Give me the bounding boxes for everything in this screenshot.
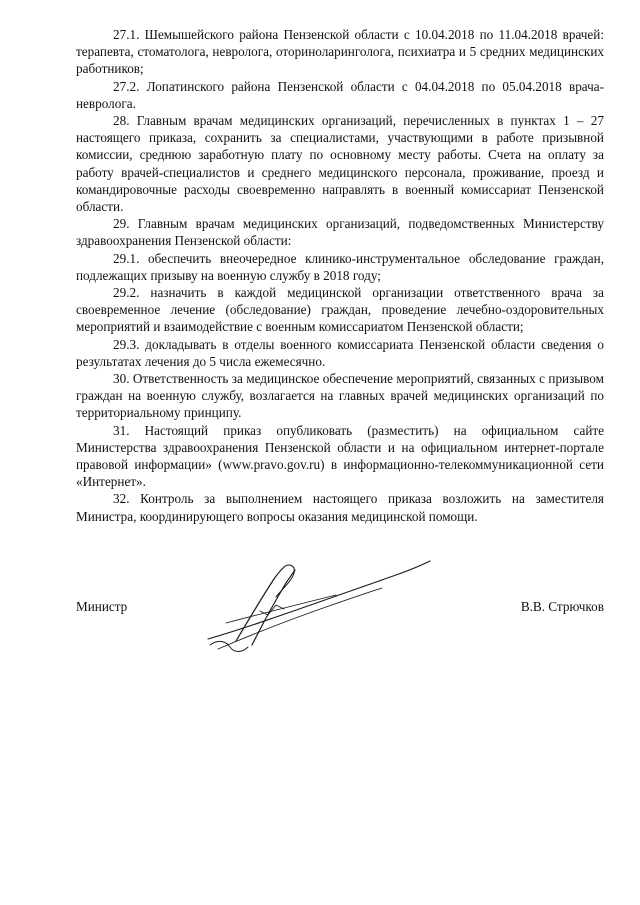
signature-row	[76, 598, 604, 618]
paragraph-29: 29. Главным врачам медицинских организаций, подведомственных Министерству здравоохранения Пензенской области:	[76, 216, 604, 249]
signer-name: В.В. Стрючков	[520, 599, 604, 614]
paragraph-30: 30. Ответственность за медицинское обеспечение мероприятий, связанных с призывом граждан на военную службу, возлагается на главных врачей медицинских организаций по территориальному принципу.	[76, 371, 604, 421]
paragraph-29-2: 29.2. назначить в каждой медицинской организации ответственного врача за своевременное лечение (обследование) граждан, проведение лечебно-оздоровительных мероприятий и взаимодействие с военным комиссариатом Пензенской области;	[76, 285, 604, 335]
paragraph-27-1: 27.1. Шемышейского района Пензенской области с 10.04.2018 по 11.04.2018 врачей: терапевта, стоматолога, невролога, оториноларинголога, психиатра и 5 средних медицинских работников;	[76, 27, 604, 77]
paragraph-32: 32. Контроль за выполнением настоящего приказа возложить на заместителя Министра, координирующего вопросы оказания медицинской помощи.	[76, 491, 604, 524]
paragraph-31: 31. Настоящий приказ опубликовать (разместить) на официальном сайте Министерства здравоохранения Пензенской области и на официальном интернет-портале правовой информации» (www.pravo.gov.ru) в информационно-телекоммуникационной сети «Интернет».	[76, 422, 604, 490]
paragraph-27-2: 27.2. Лопатинского района Пензенской области с 04.04.2018 по 05.04.2018 врача-невролога.	[76, 78, 604, 111]
paragraph-29-3: 29.3. докладывать в отделы военного комиссариата Пензенской области сведения о результатах лечения до 5 числа ежемесячно.	[76, 336, 604, 369]
paragraph-28: 28. Главным врачам медицинских организаций, перечисленных в пунктах 1 – 27 настоящего приказа, сохранить за специалистами, участвующими в работе призывной комиссии, среднюю заработную плату по основному месту работы. Счета на оплату за работу врачей-специалистов и среднего медицинского персонала, проживание, проезд и командировочные расходы своевременно направлять в военный комиссариат Пензенской области.	[76, 113, 604, 215]
paragraph-29-1: 29.1. обеспечить внеочередное клинико-инструментальное обследование граждан, подлежащих призыву на военную службу в 2018 году;	[76, 250, 604, 283]
signer-title: Министр	[76, 599, 128, 614]
document-body	[76, 26, 604, 525]
